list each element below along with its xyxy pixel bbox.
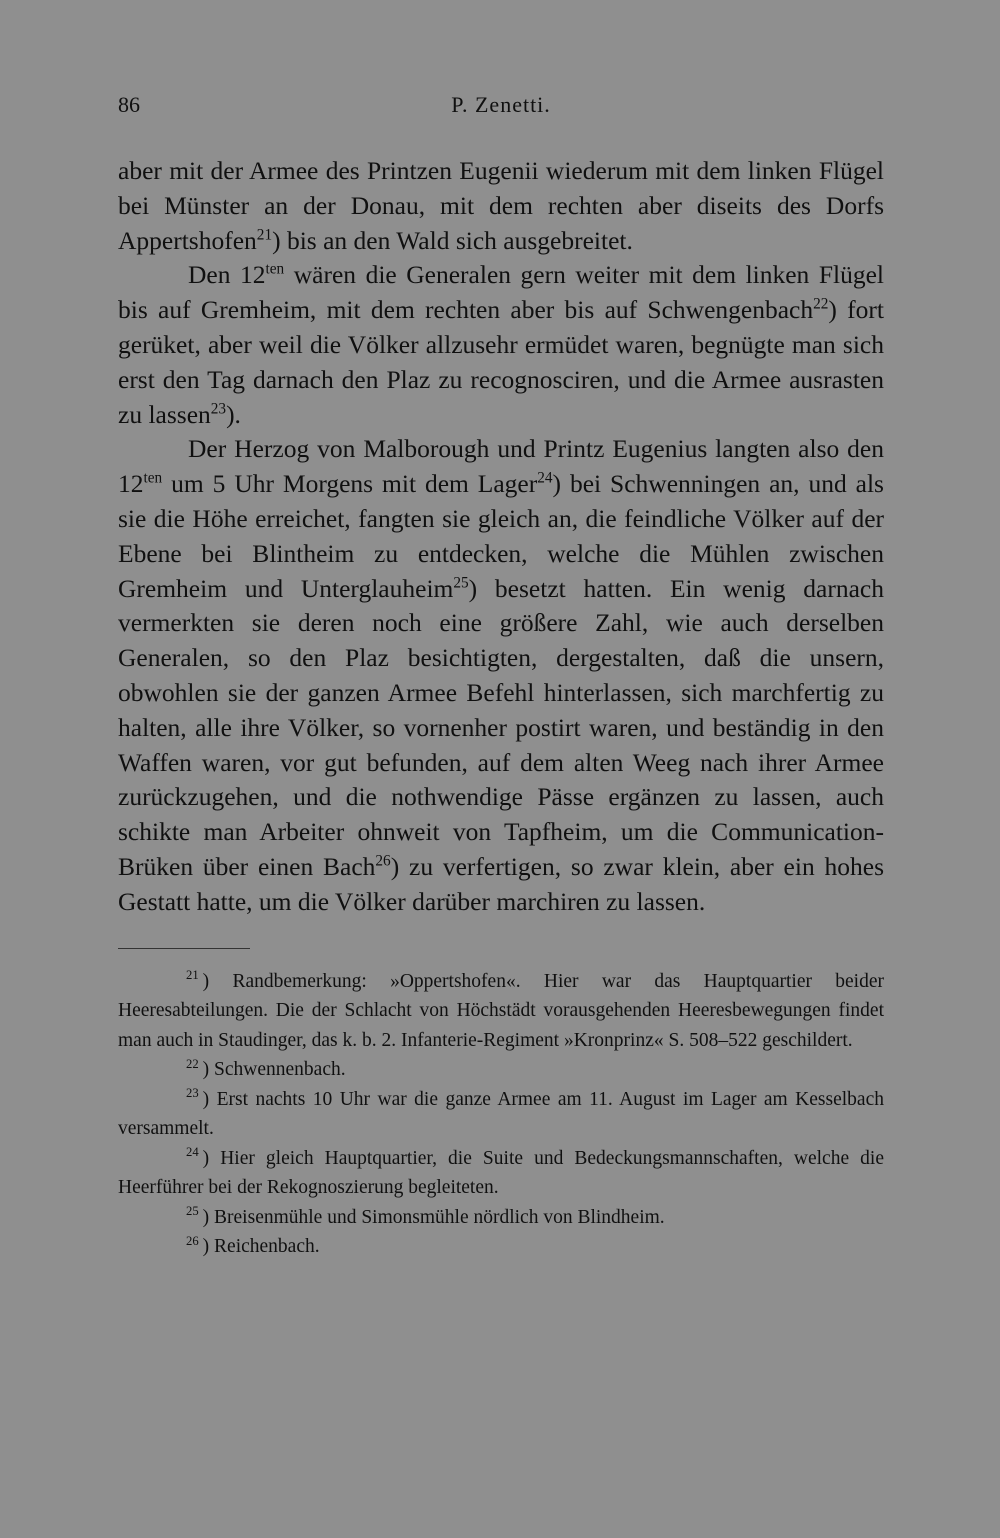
text-run: ). xyxy=(226,399,241,429)
footnote-paren: ) xyxy=(202,1059,215,1081)
footnote-paren: ) xyxy=(202,970,233,992)
running-head: P. Zenetti. xyxy=(451,92,551,117)
superscript: 26 xyxy=(375,852,391,870)
text-run: ) besetzt hatten. Ein wenig darnach vermerkten sie deren noch eine größere Zahl, wie auch derselben Generalen, so den Plaz besichtigten, dergestalten, daß die unsern, obwohlen sie der ganzen Armee Befehl hinterlassen, sich marchfertig zu halten, alle ihre Völker, so vornenher postirt waren, und beständig in den Waffen waren, vor gut befunden, auf dem alten Weeg nach ihrer Armee zurückzugehen, und die nothwendige Pässe ergänzen zu lassen, auch schikte man Arbeiter ohnweit von Tapfheim, um die Communication-Brüken über einen Bach xyxy=(118,573,884,881)
footnote-paren: ) xyxy=(202,1236,215,1258)
footnote-text: Reichenbach. xyxy=(214,1236,320,1258)
footnote-number: 24 xyxy=(186,1145,199,1160)
body-text xyxy=(118,154,884,920)
text-run: wären die Generalen gern weiter mit dem linken Flügel bis auf Gremheim, mit dem rechten aber bis auf Schwengenbach xyxy=(118,260,885,325)
text-run: um 5 Uhr Morgens mit dem Lager xyxy=(162,469,538,499)
superscript: 21 xyxy=(256,226,273,244)
superscript: 24 xyxy=(537,469,553,487)
footnote-paren: ) xyxy=(202,1206,215,1228)
footnote xyxy=(118,1144,884,1203)
footnote-number: 22 xyxy=(186,1056,199,1071)
text-run: Den 12 xyxy=(188,260,266,290)
footnote-paren: ) xyxy=(202,1147,221,1169)
footnote xyxy=(118,967,884,1056)
footnote xyxy=(118,1085,884,1144)
footnote xyxy=(118,1203,884,1233)
text-run: Der Herzog von Malborough und Printz Eugenius langten also den 12 xyxy=(118,434,884,499)
superscript: 22 xyxy=(813,295,829,313)
superscript: ten xyxy=(143,469,163,487)
text-run: ) zu verfertigen, so zwar klein, aber ein hohes Gestatt hatte, um die Völker darüber marchiren zu lassen. xyxy=(118,851,884,916)
footnote xyxy=(118,1232,884,1262)
footnote-number: 25 xyxy=(186,1204,199,1219)
footnotes xyxy=(118,967,884,1262)
footnote-number: 26 xyxy=(186,1233,199,1248)
text-run: aber mit der Armee des Printzen Eugenii wiederum mit dem linken Flügel bei Münster an der Donau, mit dem rechten aber diseits des Dorfs Appertshofen xyxy=(118,156,884,255)
footnote-text: Breisenmühle und Simonsmühle nördlich von Blindheim. xyxy=(214,1206,665,1228)
footnote-text: Randbemerkung: »Oppertshofen«. Hier war das Hauptquartier beider Heeresabteilungen. Die der Schlacht von Höchstädt vorausgehenden Heeresbewegungen findet man auch in Staudinger, das k. b. 2. Infanterie-Regiment »Kronprinz« S. 508–522 geschildert. xyxy=(118,970,884,1051)
superscript: ten xyxy=(265,260,285,278)
text-run: ) bis an den Wald sich ausgebreitet. xyxy=(272,225,633,255)
footnote-text: Schwennenbach. xyxy=(214,1059,346,1081)
footnote-separator xyxy=(118,948,250,949)
paragraph xyxy=(118,258,884,432)
footnote-text: Hier gleich Hauptquartier, die Suite und Bedeckungsmannschaften, welche die Heerführer bei der Rekognoszierung begleiteten. xyxy=(118,1147,884,1199)
superscript: 23 xyxy=(210,400,227,418)
text-run: ) fort gerüket, aber weil die Völker allzusehr ermüdet waren, begnügte man sich erst den Tag darnach den Plaz zu recognosciren, und die Armee ausrasten zu lassen xyxy=(118,295,884,429)
superscript: 25 xyxy=(453,574,469,592)
paragraph xyxy=(118,432,884,919)
footnote-number: 21 xyxy=(186,968,199,983)
page-number: 86 xyxy=(118,92,140,117)
footnote-text: Erst nachts 10 Uhr war die ganze Armee am 11. August im Lager am Kesselbach versammelt. xyxy=(118,1088,884,1140)
footnote xyxy=(118,1055,884,1085)
book-page xyxy=(118,92,884,1262)
page-header xyxy=(118,92,884,122)
paragraph xyxy=(118,154,884,258)
text-run: ) bei Schwenningen an, und als sie die Höhe erreichet, fangten sie gleich an, die feindliche Völker auf der Ebene bei Blintheim zu entdecken, welche die Mühlen zwischen Gremheim und Unterglauheim xyxy=(118,469,884,603)
footnote-paren: ) xyxy=(202,1088,217,1110)
footnote-number: 23 xyxy=(186,1086,199,1101)
